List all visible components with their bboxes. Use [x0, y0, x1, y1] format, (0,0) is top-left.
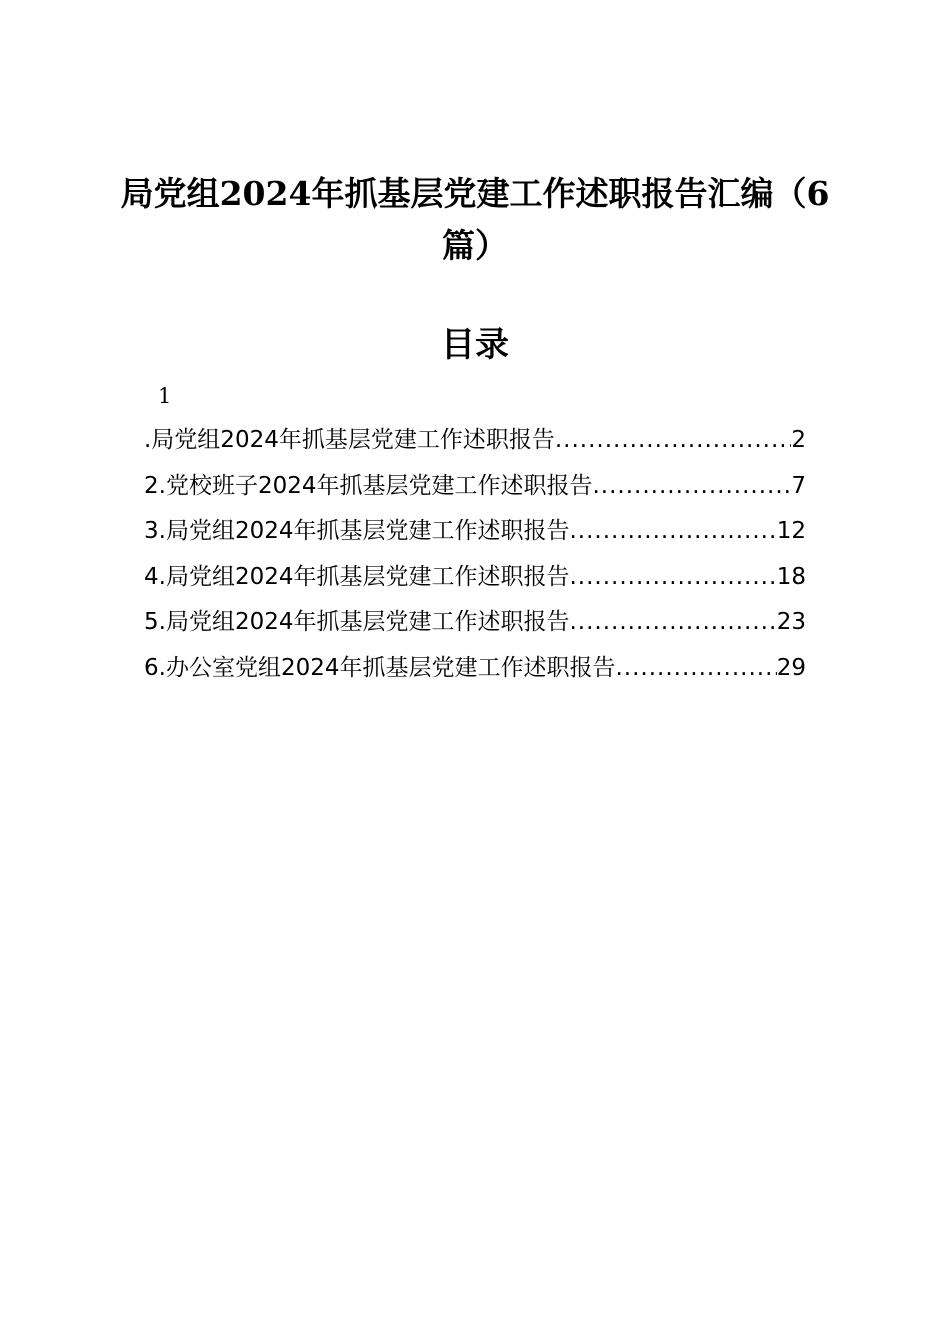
- toc-entry-title: 3.局党组2024年抓基层党建工作述职报告: [144, 518, 570, 544]
- toc-entry-title: 6.办公室党组2024年抓基层党建工作述职报告: [144, 654, 616, 681]
- toc-entry-title: 4.局党组2024年抓基层党建工作述职报告: [144, 563, 570, 590]
- toc-entry[interactable]: [144, 464, 806, 510]
- toc-entry[interactable]: [144, 418, 806, 464]
- toc-entry[interactable]: [144, 646, 806, 692]
- toc-entry[interactable]: [144, 600, 806, 646]
- toc-dot-leader: [569, 600, 776, 645]
- toc-list: [144, 418, 806, 691]
- toc-stray-number: 1: [158, 384, 172, 408]
- toc-entry[interactable]: [144, 509, 806, 555]
- toc-dot-leader: [569, 555, 776, 600]
- toc-dot-leader: [569, 509, 776, 554]
- toc-dot-leader: [615, 646, 776, 691]
- toc-entry-page: 29: [776, 654, 806, 681]
- toc-dot-leader: [555, 418, 792, 463]
- toc-entry-page: 7: [791, 472, 806, 499]
- toc-heading: 目录: [441, 325, 509, 365]
- toc-entry-page: 2: [791, 427, 806, 453]
- toc-dot-leader: [592, 464, 791, 509]
- toc-entry-page: 18: [776, 563, 806, 590]
- toc-entry[interactable]: [144, 555, 806, 601]
- toc-entry-page: 12: [776, 518, 806, 544]
- toc-entry-title: .局党组2024年抓基层党建工作述职报告: [144, 427, 555, 453]
- toc-entry-title: 2.党校班子2024年抓基层党建工作述职报告: [144, 472, 593, 499]
- document-title: 局党组2024年抓基层党建工作述职报告汇编（6篇）: [120, 174, 830, 265]
- toc-entry-title: 5.局党组2024年抓基层党建工作述职报告: [144, 609, 570, 635]
- toc-entry-page: 23: [776, 609, 806, 635]
